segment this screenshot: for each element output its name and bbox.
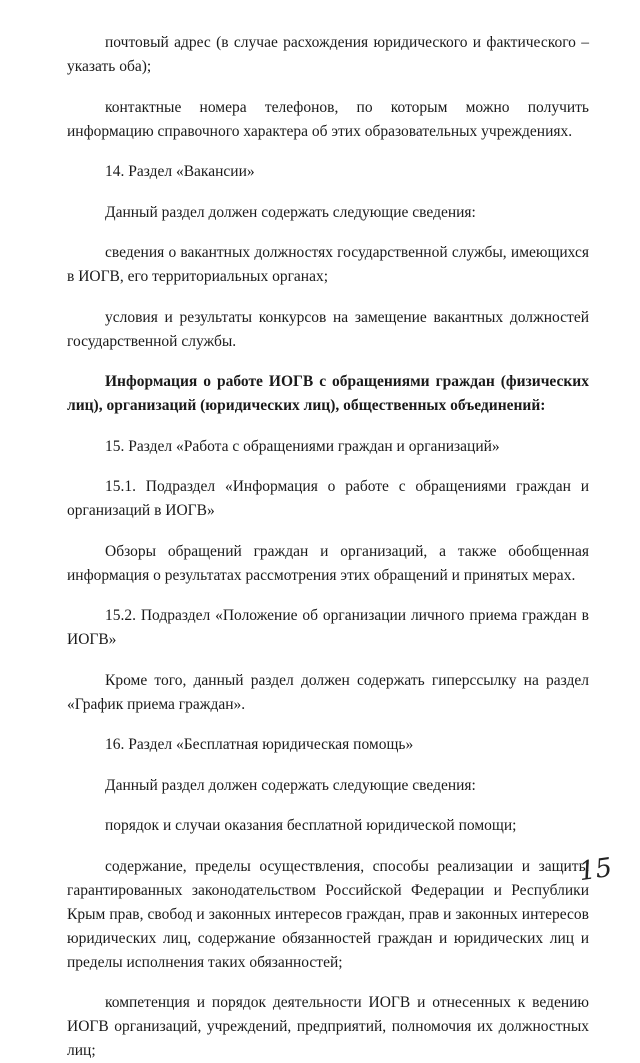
- paragraph: сведения о вакантных должностях государственной службы, имеющихся в ИОГВ, его территориальных органах;: [67, 244, 589, 285]
- paragraph: содержание, пределы осуществления, способы реализации и защиты гарантированных законодательством Российской Федерации и Республики Крым прав, свобод и законных интересов граждан, прав и законных интересов юридических лиц, содержание обязанностей граждан и юридических лиц и пределы исполнения таких обязанностей;: [67, 857, 589, 971]
- document-body: [67, 31, 589, 1063]
- paragraph: компетенция и порядок деятельности ИОГВ и отнесенных к ведению ИОГВ организаций, учреждений, предприятий, полномочия их должностных лиц;: [67, 994, 589, 1059]
- bold-heading: Информация о работе ИОГВ с обращениями граждан (физических лиц), организаций (юридических лиц), общественных объединений:: [67, 373, 589, 414]
- paragraph: Обзоры обращений граждан и организаций, а также обобщенная информация о результатах рассмотрения этих обращений и принятых мерах.: [67, 542, 589, 584]
- paragraph: контактные номера телефонов, по которым можно получить информацию справочного характера об этих образовательных учреждениях.: [67, 98, 589, 140]
- section-heading: 15. Раздел «Работа с обращениями граждан и организаций»: [105, 437, 500, 455]
- section-heading: 14. Раздел «Вакансии»: [105, 163, 255, 180]
- paragraph: Данный раздел должен содержать следующие сведения:: [105, 776, 476, 794]
- paragraph: порядок и случаи оказания бесплатной юридической помощи;: [105, 817, 517, 834]
- subsection-heading: 15.1. Подраздел «Информация о работе с обращениями граждан и организаций в ИОГВ»: [67, 478, 589, 519]
- paragraph: Кроме того, данный раздел должен содержать гиперссылку на раздел «График приема граждан».: [67, 671, 589, 713]
- paragraph: почтовый адрес (в случае расхождения юридического и фактического – указать оба);: [67, 34, 589, 75]
- paragraph: Данный раздел должен содержать следующие сведения:: [105, 203, 476, 221]
- subsection-heading: 15.2. Подраздел «Положение об организации личного приема граждан в ИОГВ»: [67, 607, 589, 648]
- handwritten-page-number: 15: [576, 852, 614, 888]
- paragraph: условия и результаты конкурсов на замещение вакантных должностей государственной службы.: [67, 308, 589, 350]
- section-heading: 16. Раздел «Бесплатная юридическая помощь»: [105, 736, 414, 753]
